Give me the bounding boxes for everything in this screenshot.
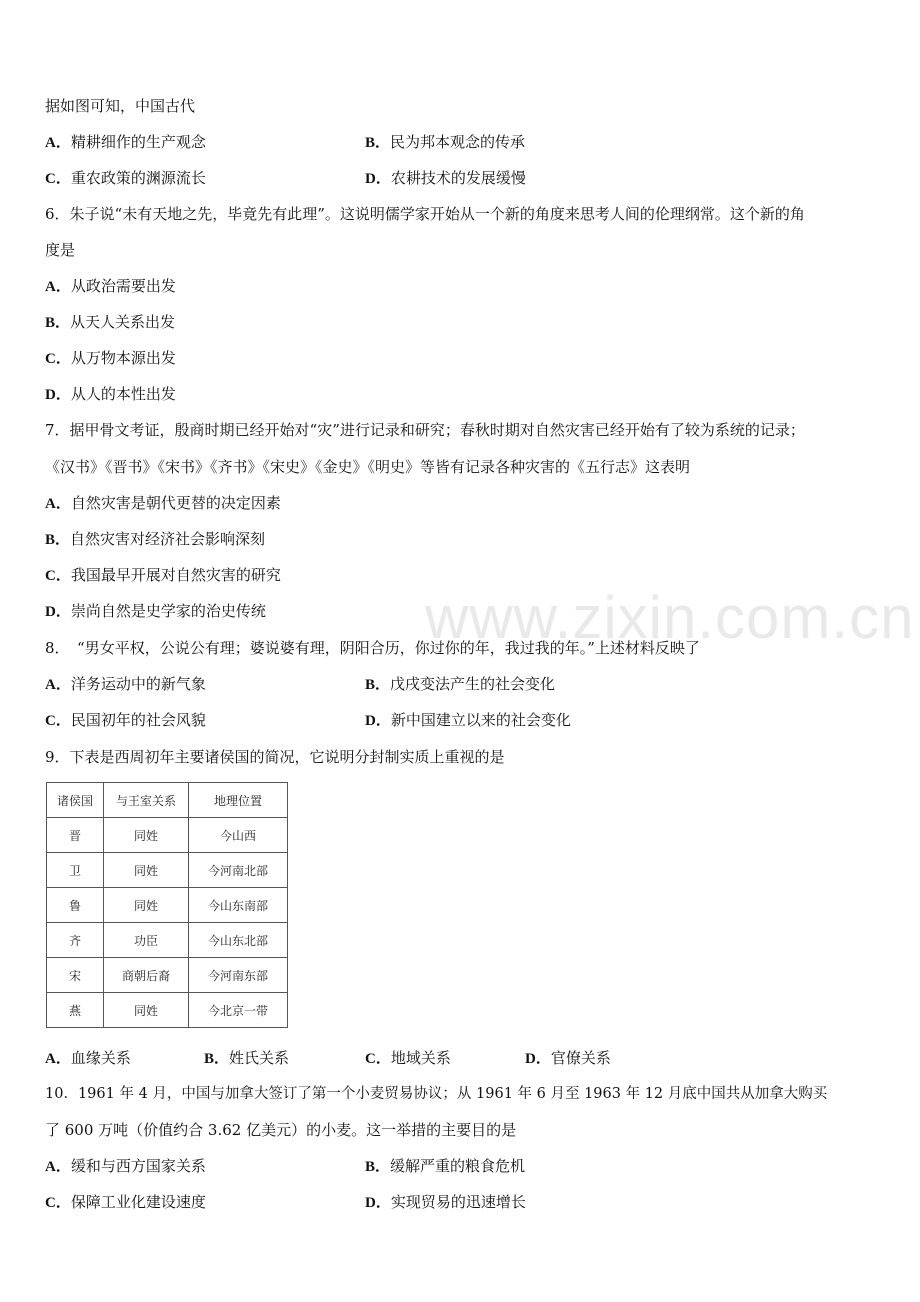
option-letter: C．	[45, 713, 71, 729]
table-cell: 商朝后裔	[104, 958, 189, 993]
option-letter: C．	[45, 351, 71, 367]
table-row	[47, 993, 288, 1028]
table-cell: 今山西	[189, 818, 288, 853]
table-cell: 同姓	[104, 853, 189, 888]
q8-option-b[interactable]	[365, 674, 555, 695]
option-text: 从政治需要出发	[70, 277, 176, 295]
table-cell: 齐	[47, 923, 104, 958]
q10-option-d[interactable]	[365, 1192, 526, 1213]
table-cell: 晋	[47, 818, 104, 853]
q6-option-a[interactable]	[45, 276, 176, 297]
option-letter: C．	[45, 171, 71, 187]
table-header-cell: 地理位置	[189, 783, 288, 818]
option-text: 我国最早开展对自然灾害的研究	[70, 566, 281, 584]
option-text: 缓和与西方国家关系	[70, 1157, 206, 1175]
q5-option-b[interactable]	[365, 132, 525, 153]
q9-option-a[interactable]	[45, 1048, 131, 1069]
option-letter: D．	[45, 387, 71, 403]
q7-option-b[interactable]	[45, 529, 265, 550]
option-letter: A．	[45, 677, 71, 693]
option-letter: D．	[365, 713, 391, 729]
option-text: 从天人关系出发	[70, 313, 176, 331]
vassal-states-table	[46, 782, 288, 1028]
option-text: 缓解严重的粮食危机	[390, 1157, 526, 1175]
option-letter: B．	[204, 1051, 230, 1067]
table-cell: 今河南东部	[189, 958, 288, 993]
table-cell: 今北京一带	[189, 993, 288, 1028]
table-cell: 宋	[47, 958, 104, 993]
option-letter: A．	[45, 496, 71, 512]
table-header-row	[47, 783, 288, 818]
option-text: 地域关系	[390, 1049, 451, 1067]
option-text: 自然灾害是朝代更替的决定因素	[70, 494, 281, 512]
option-text: 新中国建立以来的社会变化	[390, 711, 571, 729]
table-row	[47, 853, 288, 888]
option-text: 自然灾害对经济社会影响深刻	[70, 530, 266, 548]
option-letter: A．	[45, 135, 71, 151]
q7-stem-line1: 7．据甲骨文考证，殷商时期已经开始对“灾”进行记录和研究；春秋时期对自然灾害已经开始有了较为系统的记录；	[45, 421, 805, 439]
table-cell: 今山东北部	[189, 923, 288, 958]
option-letter: D．	[365, 1195, 391, 1211]
q7-option-a[interactable]	[45, 493, 281, 514]
q10-option-b[interactable]	[365, 1156, 525, 1177]
table-row	[47, 818, 288, 853]
option-text: 洋务运动中的新气象	[70, 675, 206, 693]
option-letter: B．	[365, 135, 391, 151]
option-text: 从人的本性出发	[70, 385, 176, 403]
option-text: 姓氏关系	[229, 1049, 290, 1067]
table-cell: 鲁	[47, 888, 104, 923]
option-text: 精耕细作的生产观念	[70, 133, 206, 151]
option-letter: B．	[365, 677, 391, 693]
option-text: 戊戌变法产生的社会变化	[390, 675, 556, 693]
q8-stem: 8． “男女平权，公说公有理；婆说婆有理，阴阳合历，你过你的年，我过我的年。”上述材料反映了	[45, 639, 700, 657]
table-cell: 功臣	[104, 923, 189, 958]
table-cell: 今河南北部	[189, 853, 288, 888]
q6-option-c[interactable]	[45, 348, 176, 369]
option-letter: C．	[365, 1051, 391, 1067]
q10-stem-line2: 了 600 万吨（价值约合 3.62 亿美元）的小麦。这一举措的主要目的是	[45, 1121, 517, 1139]
q6-stem-line1: 6．朱子说“未有天地之先，毕竟先有此理”。这说明儒学家开始从一个新的角度来思考人间的伦理纲常。这个新的角	[45, 205, 805, 223]
q6-stem-line2: 度是	[45, 241, 76, 259]
option-letter: D．	[365, 171, 391, 187]
option-letter: D．	[525, 1051, 551, 1067]
q7-option-c[interactable]	[45, 565, 281, 586]
q8-option-d[interactable]	[365, 710, 571, 731]
q5-option-a[interactable]	[45, 132, 206, 153]
option-letter: B．	[45, 315, 71, 331]
table-row	[47, 888, 288, 923]
option-letter: D．	[45, 604, 71, 620]
table-header-cell: 与王室关系	[104, 783, 189, 818]
table-cell: 同姓	[104, 888, 189, 923]
option-letter: A．	[45, 1051, 71, 1067]
q10-option-c[interactable]	[45, 1192, 206, 1213]
option-letter: B．	[365, 1159, 391, 1175]
table-row	[47, 958, 288, 993]
q9-stem: 9．下表是西周初年主要诸侯国的简况，它说明分封制实质上重视的是	[45, 748, 505, 766]
q8-option-c[interactable]	[45, 710, 206, 731]
option-text: 重农政策的渊源流长	[70, 169, 206, 187]
table-cell: 燕	[47, 993, 104, 1028]
q9-option-b[interactable]	[204, 1048, 289, 1069]
table-header-cell: 诸侯国	[47, 783, 104, 818]
option-letter: A．	[45, 279, 71, 295]
q9-option-d[interactable]	[525, 1048, 611, 1069]
option-text: 官僚关系	[550, 1049, 611, 1067]
table-cell: 卫	[47, 853, 104, 888]
table-cell: 今山东南部	[189, 888, 288, 923]
q8-option-a[interactable]	[45, 674, 206, 695]
watermark: www.zixin.com.cn	[425, 584, 915, 651]
q7-option-d[interactable]	[45, 601, 266, 622]
q7-stem-line2: 《汉书》《晋书》《宋书》《齐书》《宋史》《金史》《明史》等皆有记录各种灾害的《五行志》这表明	[45, 458, 691, 476]
option-letter: A．	[45, 1159, 71, 1175]
q5-option-d[interactable]	[365, 168, 526, 189]
option-letter: C．	[45, 568, 71, 584]
table-cell: 同姓	[104, 993, 189, 1028]
q10-stem-line1: 10．1961 年 4 月，中国与加拿大签订了第一个小麦贸易协议；从 1961 年 6 月至 1963 年 12 月底中国共从加拿大购买	[45, 1086, 828, 1102]
table-cell: 同姓	[104, 818, 189, 853]
option-text: 血缘关系	[70, 1049, 131, 1067]
table-row	[47, 923, 288, 958]
q10-option-a[interactable]	[45, 1156, 206, 1177]
option-letter: C．	[45, 1195, 71, 1211]
option-text: 民国初年的社会风貌	[70, 711, 206, 729]
option-text: 保障工业化建设速度	[70, 1193, 206, 1211]
option-text: 崇尚自然是史学家的治史传统	[70, 602, 266, 620]
q5-option-c[interactable]	[45, 168, 206, 189]
option-text: 实现贸易的迅速增长	[390, 1193, 526, 1211]
q6-option-b[interactable]	[45, 312, 175, 333]
option-text: 从万物本源出发	[70, 349, 176, 367]
option-text: 民为邦本观念的传承	[390, 133, 526, 151]
q6-option-d[interactable]	[45, 384, 176, 405]
option-letter: B．	[45, 532, 71, 548]
q9-option-c[interactable]	[365, 1048, 451, 1069]
option-text: 农耕技术的发展缓慢	[390, 169, 526, 187]
q5-stem: 据如图可知，中国古代	[45, 97, 196, 115]
